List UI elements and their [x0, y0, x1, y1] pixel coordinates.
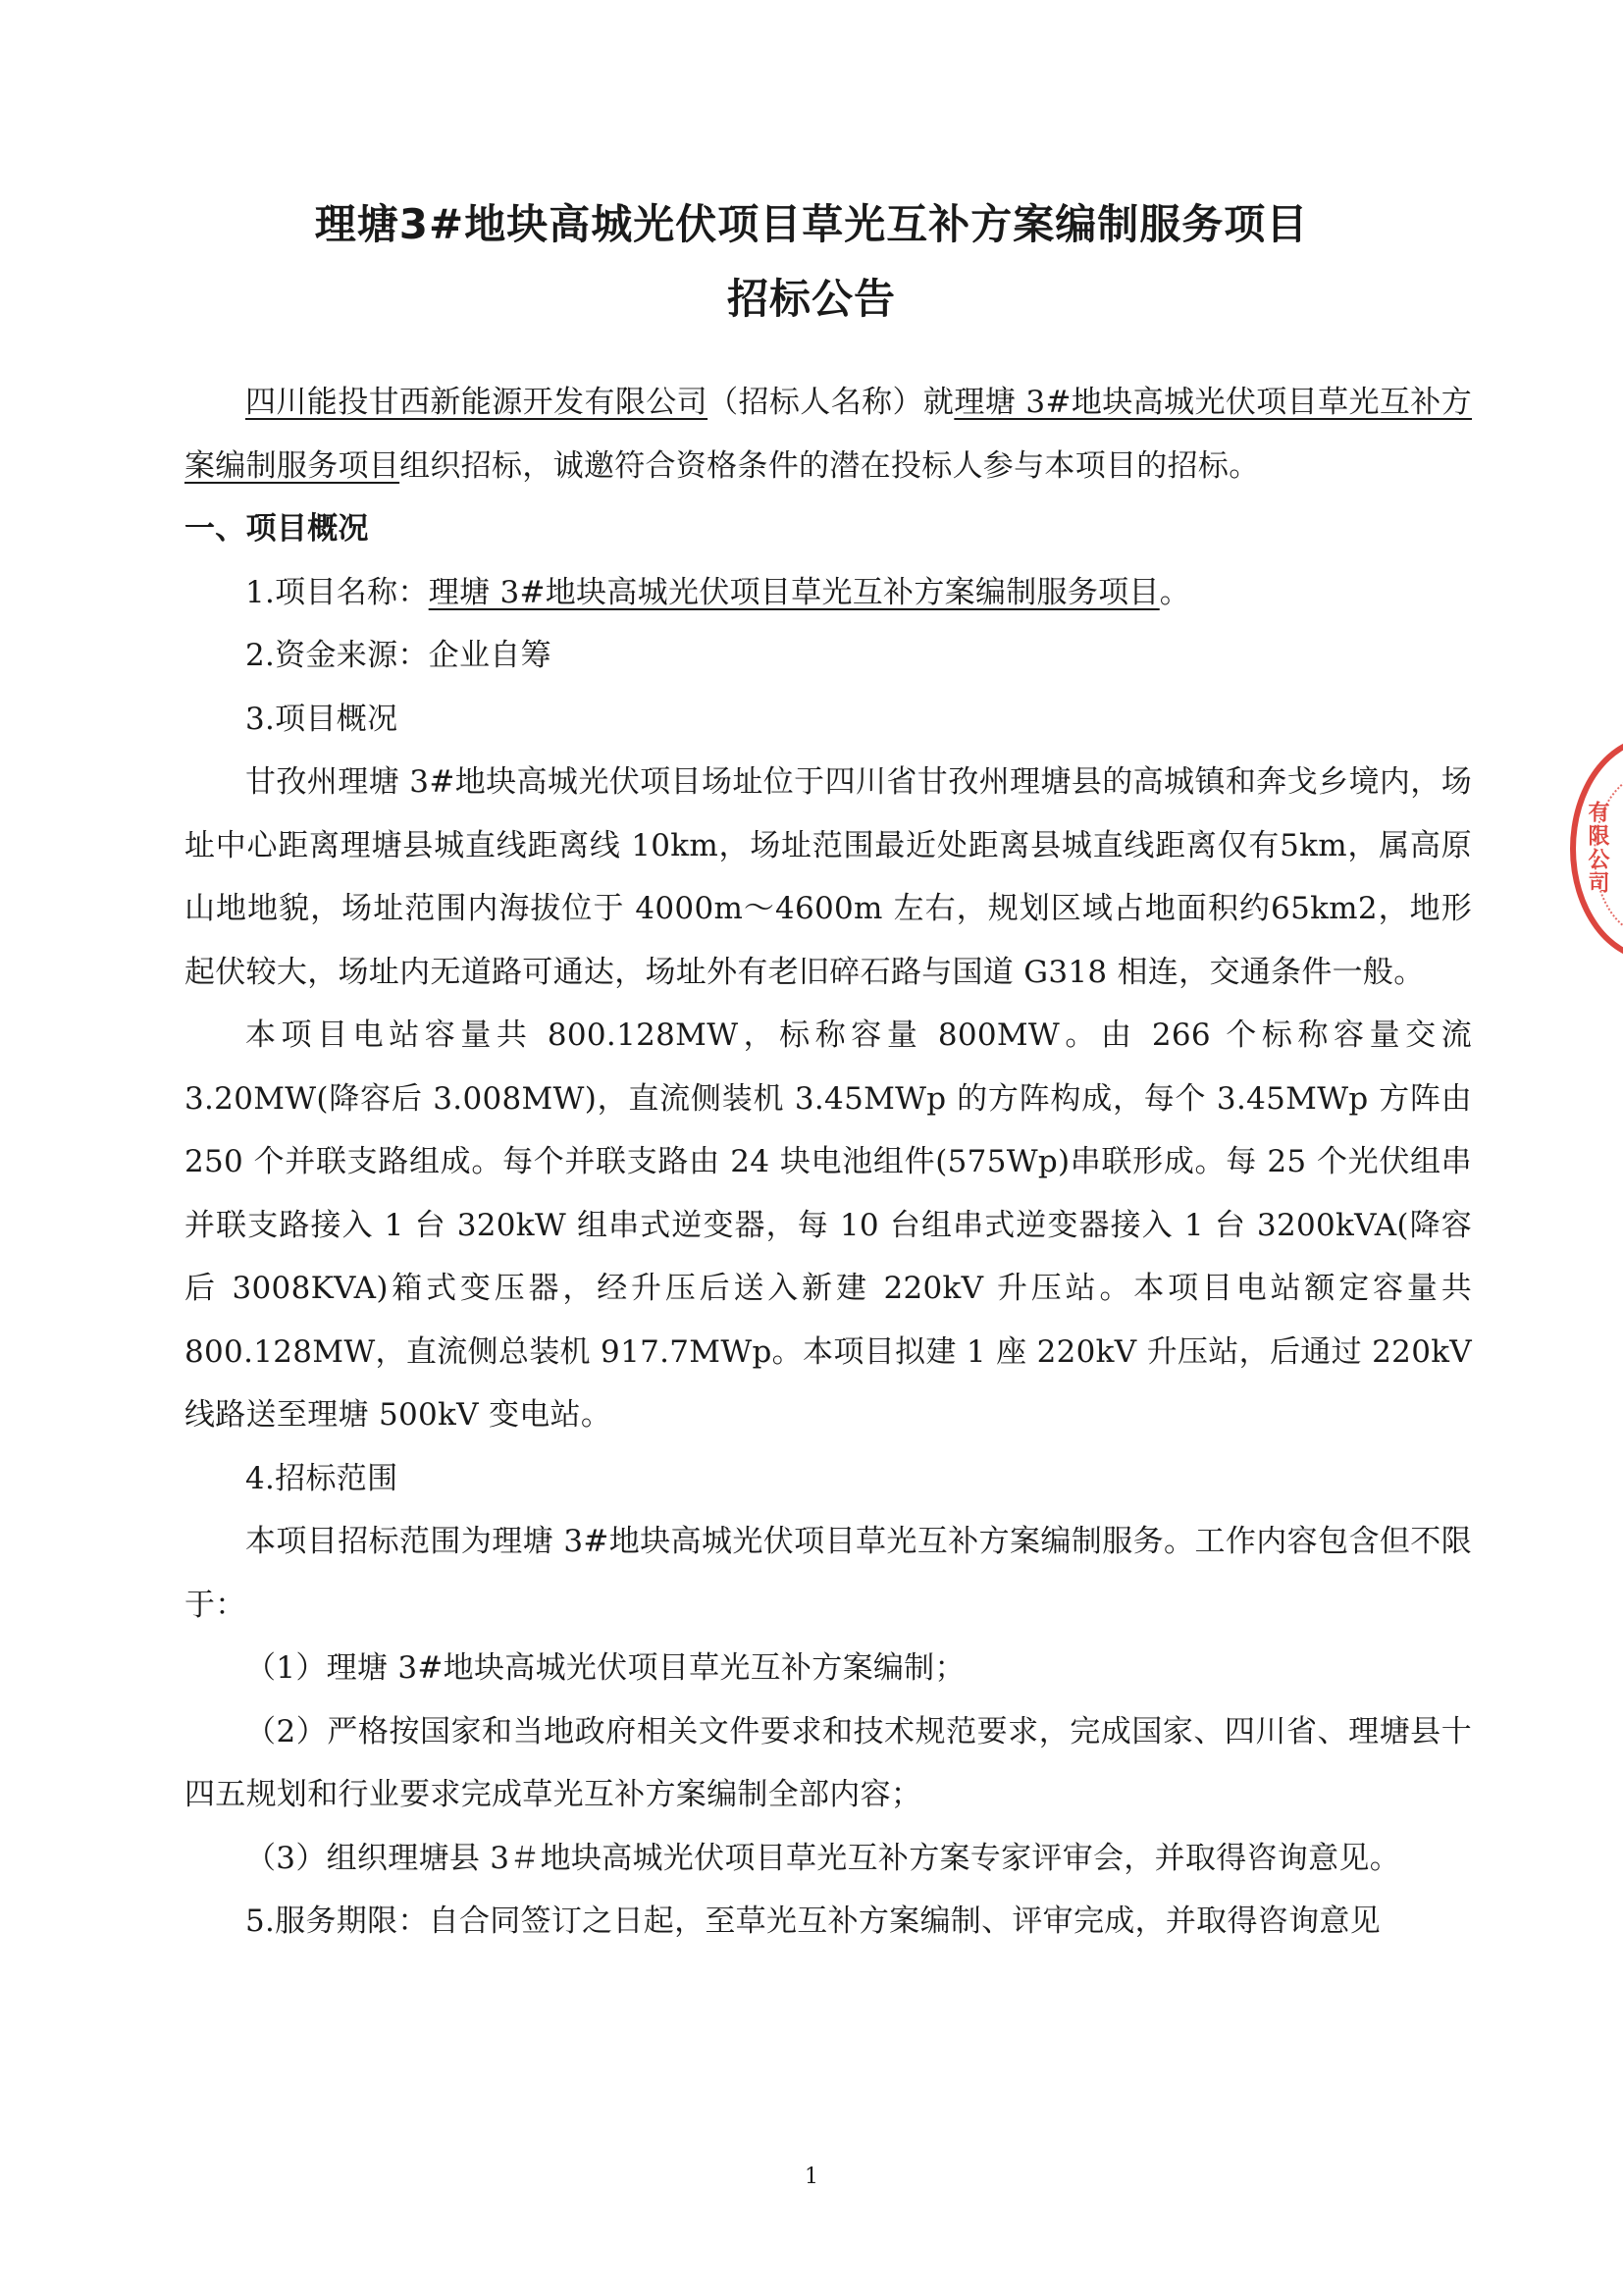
item-funding-source: 2.资金来源：企业自筹 [245, 638, 551, 673]
item-project-name-end: 。 [1159, 574, 1191, 610]
item-project-name-value: 理塘 3#地块高城光伏项目草光互补方案编制服务项目 [428, 574, 1160, 610]
tenderer-note: （招标人名称）就 [707, 385, 955, 420]
document-title-line2: 招标公告 [726, 275, 896, 323]
overview-paragraph-2: 本项目电站容量共 800.128MW，标称容量 800MW。由 266 个标称容量交流 3.20MW(降容后 3.008MW)，直流侧装机 3.45MWp 的方阵构成，每个 3.45MWp 方阵由 250 个并联支路组成。每个并联支路由 24 块电池组件(575Wp)串联形成。每 25 个光伏组串并联支路接入 1 台 320kW 组串式逆变器，每 10 台组串式逆变器接入 1 台 3200kVA(降容后 3008KVA)箱式变压器，经升压后送入新建 220kV 升压站。本项目电站额定容量共 800.128MW，直流侧总装机 917.7MWp。本项目拟建 1 座 220kV 升压站，后通过 220kV 线路送至理塘 500kV 变电站。 [184, 1018, 1472, 1433]
scope-item-1: （1）理塘 3#地块高城光伏项目草光互补方案编制； [245, 1650, 966, 1686]
item-overview-label: 3.项目概况 [245, 701, 398, 737]
item-project-name [184, 561, 1472, 625]
section-heading-overview: 一、项目概况 [184, 511, 369, 547]
document-title-line1: 理塘3#地块高城光伏项目草光互补方案编制服务项目 [314, 200, 1309, 248]
scope-item-2: （2）严格按国家和当地政府相关文件要求和技术规范要求，完成国家、四川省、理塘县十四五规划和行业要求完成草光互补方案编制全部内容； [184, 1713, 1472, 1812]
document-body [184, 371, 1472, 1954]
item-scope-label: 4.招标范围 [245, 1460, 398, 1496]
scope-paragraph: 本项目招标范围为理塘 3#地块高城光伏项目草光互补方案编制服务。工作内容包含但不限于： [184, 1524, 1472, 1623]
overview-paragraph-1: 甘孜州理塘 3#地块高城光伏项目场址位于四川省甘孜州理塘县的高城镇和奔戈乡境内，场址中心距离理塘县城直线距离线 10km，场址范围最近处距离县城直线距离仅有5km，属高原山地地貌，场址范围内海拔位于 4000m～4600m 左右，规划区域占地面积约65km2，地形起伏较大，场址内无道路可通达，场址外有老旧碎石路与国道 G318 相连，交通条件一般。 [184, 764, 1472, 990]
item-service-period: 5.服务期限：自合同签订之日起，至草光互补方案编制、评审完成，并取得咨询意见 [245, 1904, 1381, 1939]
scope-item-3: （3）组织理塘县 3＃地块高城光伏项目草光互补方案专家评审会，并取得咨询意见。 [245, 1840, 1400, 1876]
page-number: 1 [805, 2165, 818, 2189]
tenderer-name: 四川能投甘西新能源开发有限公司 [245, 385, 708, 420]
intro-paragraph [184, 371, 1472, 497]
intro-rest: 组织招标，诚邀符合资格条件的潜在投标人参与本项目的招标。 [399, 447, 1260, 484]
intro-project-name: 理塘 3#地块高城光伏项目草光互补方案编制服务项目 [184, 385, 1472, 484]
company-seal-stamp [1570, 736, 1623, 962]
item-project-name-label: 1.项目名称： [245, 574, 429, 610]
seal-text: 有限公司 [1585, 801, 1609, 895]
